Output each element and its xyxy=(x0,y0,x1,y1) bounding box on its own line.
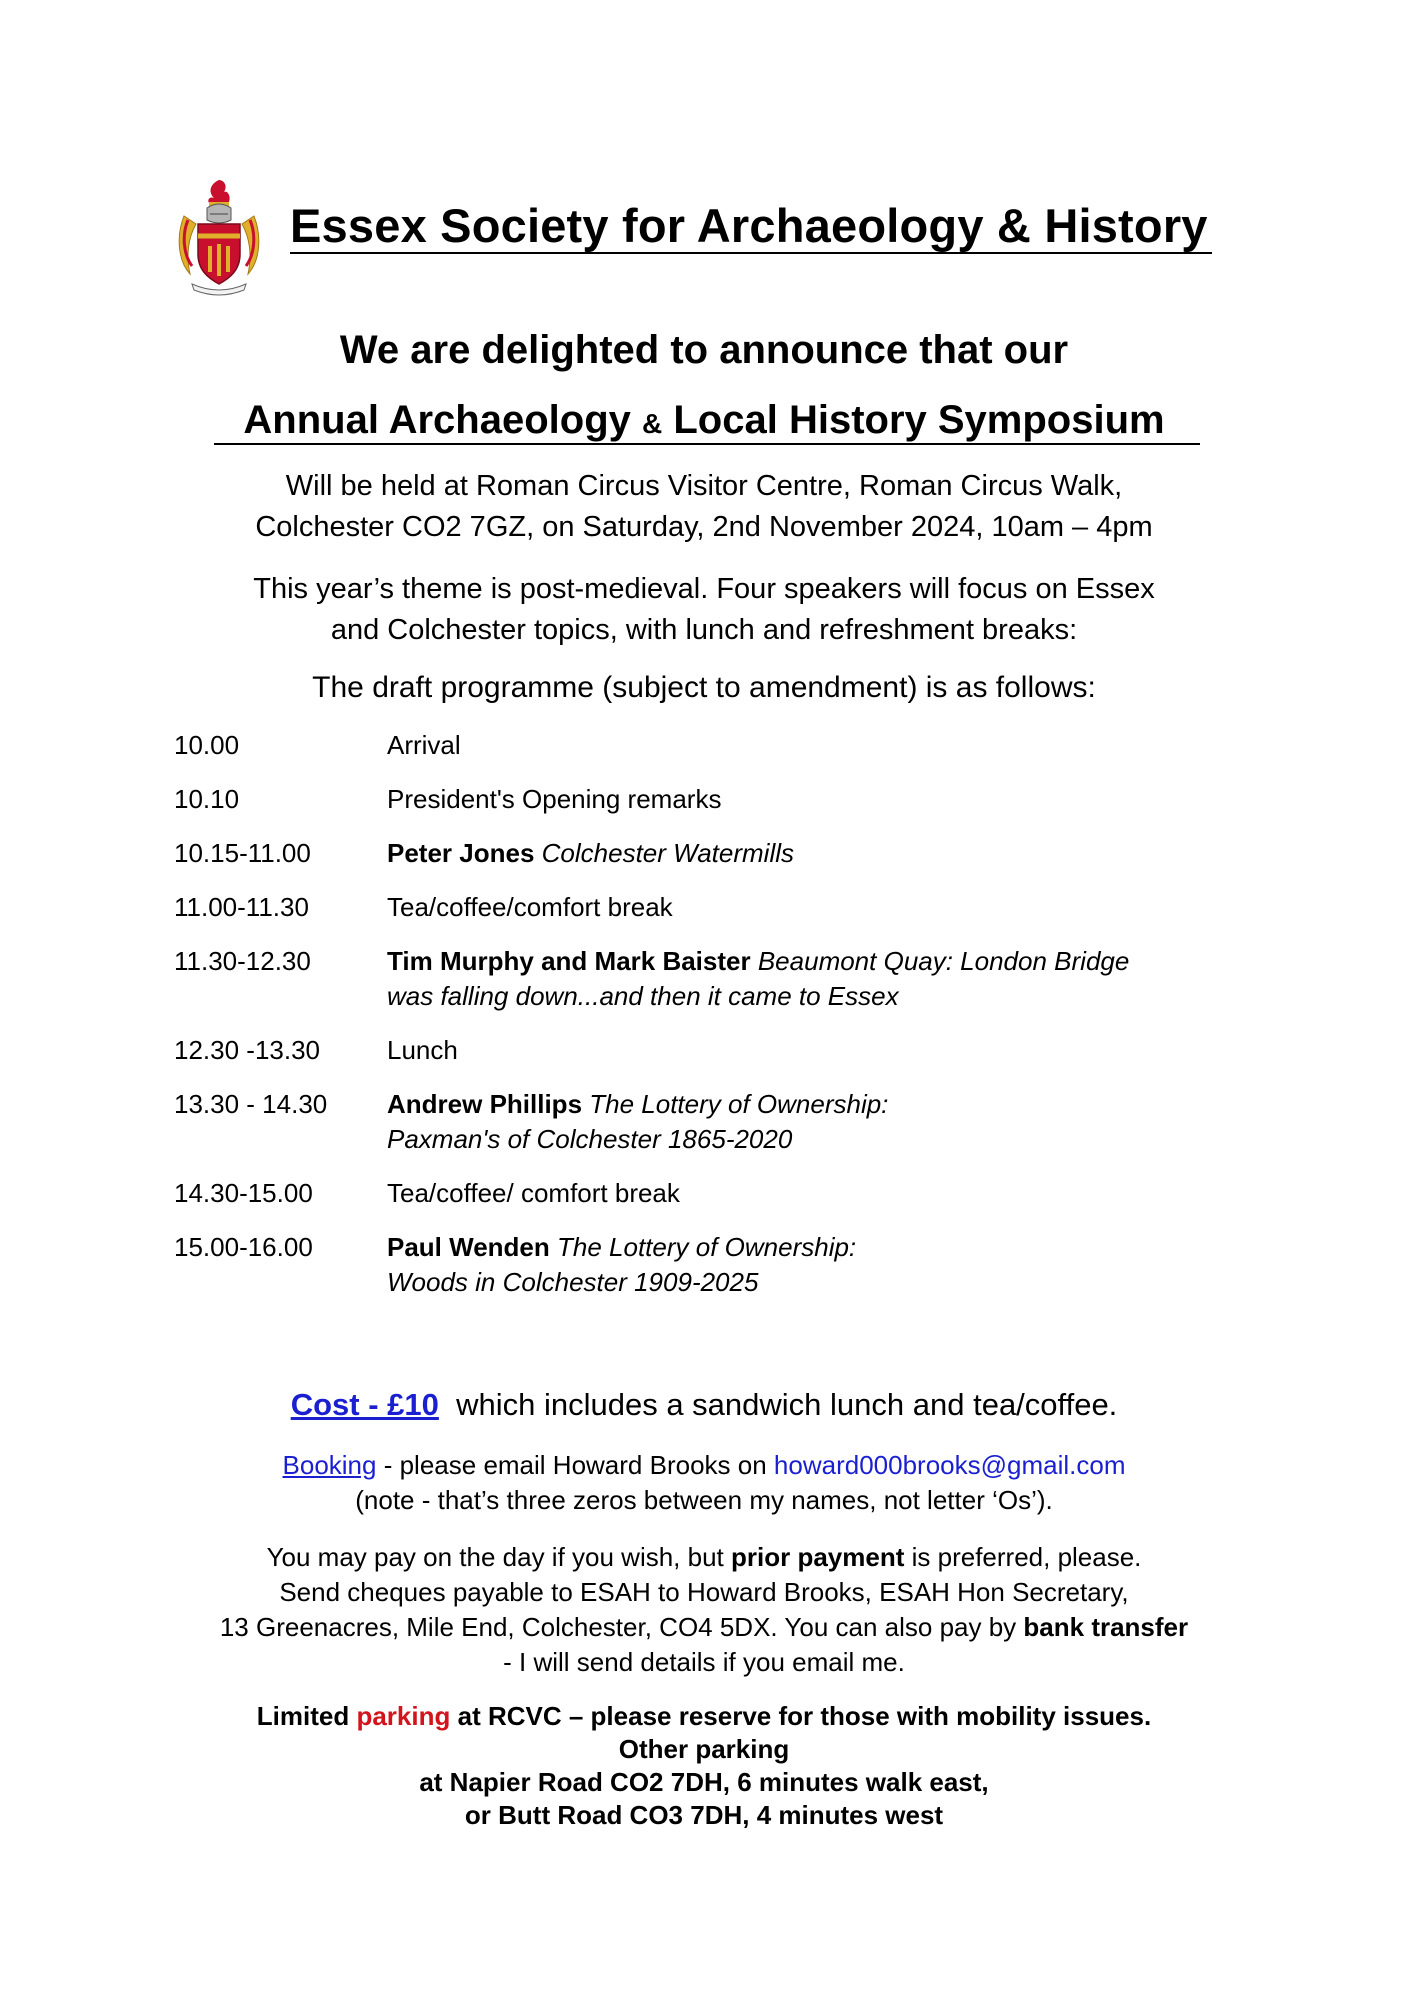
payment-text: You may pay on the day if you wish, but xyxy=(266,1542,724,1572)
theme-line: This year’s theme is post-medieval. Four speakers will focus on Essex xyxy=(253,573,1155,605)
talk-title-continued: Woods in Colchester 1909-2025 xyxy=(387,1267,759,1297)
cost-link[interactable]: Cost - £10 xyxy=(290,1387,439,1422)
speaker-name: Tim Murphy and Mark Baister xyxy=(387,946,751,976)
speaker-name: Paul Wenden xyxy=(387,1232,550,1262)
programme-time: 15.00-16.00 xyxy=(174,1232,313,1262)
parking-line: Other parking xyxy=(618,1734,790,1764)
parking-text: Limited xyxy=(256,1701,350,1731)
programme-time: 14.30-15.00 xyxy=(174,1178,313,1208)
payment-line: - I will send details if you email me. xyxy=(503,1647,905,1677)
programme-intro: The draft programme (subject to amendment) is as follows: xyxy=(312,671,1096,704)
talk-title: The Lottery of Ownership: xyxy=(589,1089,889,1119)
speaker-name: Peter Jones xyxy=(387,838,535,868)
programme-item xyxy=(387,1230,1247,1300)
symposium-title-part2: Local History Symposium xyxy=(673,398,1165,442)
payment-address: 13 Greenacres, Mile End, Colchester, CO4 5DX. You can also pay by xyxy=(219,1612,1017,1642)
talk-title: Beaumont Quay: London Bridge xyxy=(757,946,1130,976)
talk-title: Colchester Watermills xyxy=(541,838,794,868)
cost-description: which includes a sandwich lunch and tea/coffee. xyxy=(456,1387,1118,1422)
programme-item xyxy=(387,836,1247,871)
booking-link[interactable]: Booking xyxy=(282,1450,377,1480)
programme-time: 13.30 - 14.30 xyxy=(174,1089,328,1119)
venue-details xyxy=(0,466,1408,548)
programme-time: 12.30 -13.30 xyxy=(174,1035,321,1065)
symposium-title xyxy=(0,396,1408,444)
symposium-title-ampersand: & xyxy=(642,408,663,439)
programme-time: 11.30-12.30 xyxy=(174,946,311,976)
speaker-name: Andrew Phillips xyxy=(387,1089,583,1119)
theme-line: and Colchester topics, with lunch and refreshment breaks: xyxy=(330,614,1078,646)
booking-note: (note - that’s three zeros between my names, not letter ‘Os’). xyxy=(355,1485,1053,1515)
talk-title-continued: Paxman's of Colchester 1865-2020 xyxy=(387,1124,793,1154)
talk-title: The Lottery of Ownership: xyxy=(557,1232,857,1262)
payment-line: Send cheques payable to ESAH to Howard Brooks, ESAH Hon Secretary, xyxy=(279,1577,1129,1607)
bank-transfer-emphasis: bank transfer xyxy=(1023,1612,1189,1642)
programme-time: 10.10 xyxy=(174,784,240,814)
talk-title-continued: was falling down...and then it came to Essex xyxy=(387,981,899,1011)
programme-item xyxy=(387,944,1247,1014)
symposium-underline xyxy=(214,443,1200,445)
coat-of-arms-icon xyxy=(174,176,264,296)
programme-time: 11.00-11.30 xyxy=(174,892,309,922)
booking-email-link[interactable]: howard000brooks@gmail.com xyxy=(773,1450,1126,1480)
booking-line xyxy=(0,1448,1408,1483)
booking-info xyxy=(0,1448,1408,1518)
payment-text: is preferred, please. xyxy=(911,1542,1142,1572)
programme-time: 10.15-11.00 xyxy=(174,838,311,868)
venue-line: Colchester CO2 7GZ, on Saturday, 2nd November 2024, 10am – 4pm xyxy=(255,511,1153,543)
theme-text xyxy=(0,569,1408,651)
programme-item: Tea/coffee/ comfort break xyxy=(387,1178,680,1208)
programme-item xyxy=(387,1087,1247,1157)
payment-line xyxy=(0,1540,1408,1575)
parking-line: at Napier Road CO2 7DH, 6 minutes walk east, xyxy=(419,1767,989,1797)
parking-line: or Butt Road CO3 7DH, 4 minutes west xyxy=(464,1800,944,1830)
payment-info xyxy=(0,1540,1408,1680)
parking-highlight: parking xyxy=(356,1701,451,1731)
programme-item: Tea/coffee/comfort break xyxy=(387,892,673,922)
cost-line xyxy=(0,1385,1408,1425)
parking-text: at RCVC – please reserve for those with mobility issues. xyxy=(457,1701,1152,1731)
programme-item: Arrival xyxy=(387,730,461,760)
prior-payment-emphasis: prior payment xyxy=(731,1542,905,1572)
booking-text: - please email Howard Brooks on xyxy=(383,1450,767,1480)
announcement-heading: We are delighted to announce that our xyxy=(339,328,1069,372)
title-underline xyxy=(290,252,1212,254)
programme-time: 10.00 xyxy=(174,730,240,760)
venue-line: Will be held at Roman Circus Visitor Centre, Roman Circus Walk, xyxy=(285,470,1123,502)
parking-line xyxy=(0,1700,1408,1733)
payment-line xyxy=(0,1610,1408,1645)
programme-item: President's Opening remarks xyxy=(387,784,722,814)
organisation-title: Essex Society for Archaeology & History xyxy=(290,199,1208,252)
parking-info xyxy=(0,1700,1408,1832)
programme-item: Lunch xyxy=(387,1035,458,1065)
symposium-title-part1: Annual Archaeology xyxy=(243,398,631,442)
